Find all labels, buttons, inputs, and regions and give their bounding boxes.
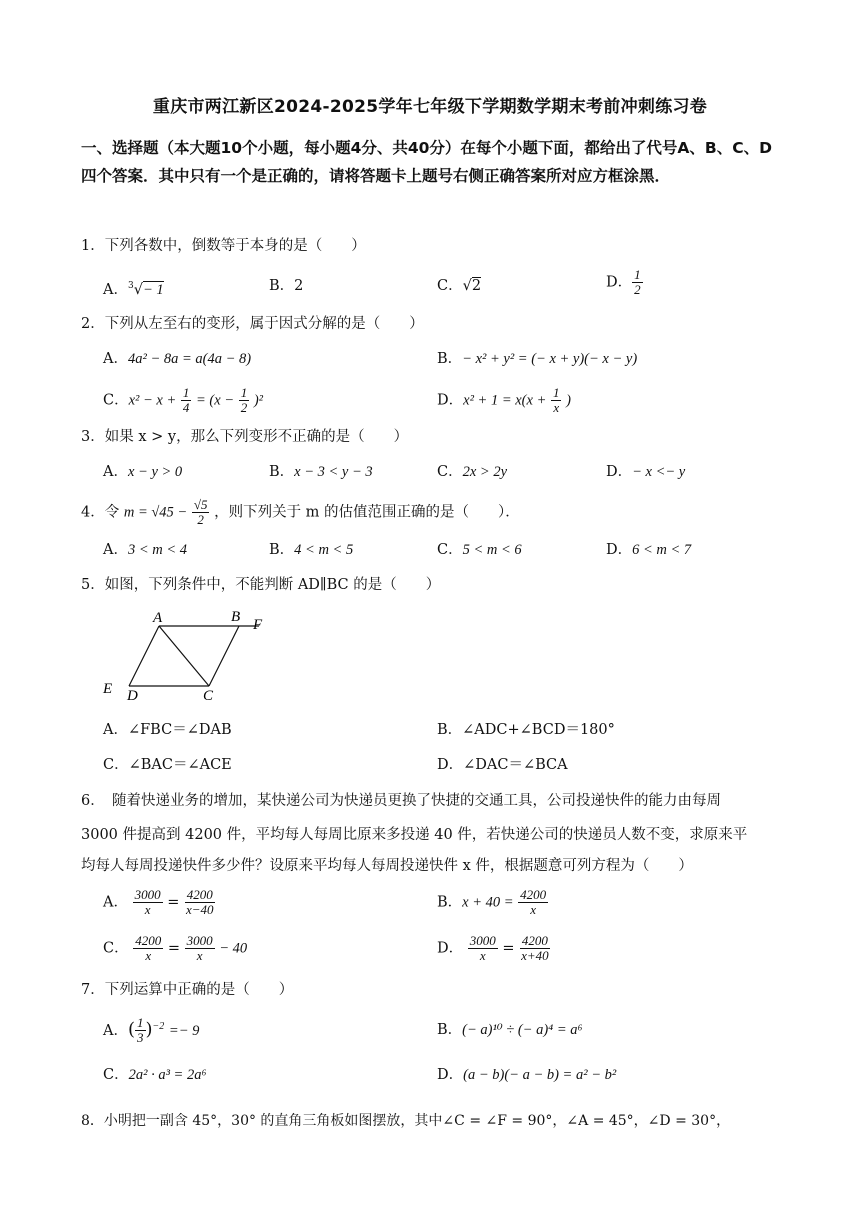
fig-label-b: B: [231, 609, 241, 625]
question-7-stem: 7．下列运算中正确的是（ ）: [81, 982, 294, 998]
q6-option-a: A． $\frac{3000}{x}$ = $\frac{4200}{x-40}$: [103, 887, 214, 917]
q2-option-b: B．− x² + y² = (− x + y)(− x − y): [437, 351, 638, 367]
q4-option-a: A．3 < m < 4: [103, 542, 188, 558]
q2-option-a: A．4a² − 8a = a(4a − 8): [103, 351, 252, 367]
q7-option-a: A．( $\frac{1}{3}$ )$^{-2}$ =− 9: [103, 1015, 200, 1046]
q5-option-c: C．∠BAC＝∠ACE: [103, 757, 232, 773]
q2-option-d: D．x² + 1 = x(x + $\frac{1}{x}$ ): [437, 385, 571, 415]
q1-option-d: D． $\frac{1}{2}$: [606, 267, 641, 297]
fig-label-a: A: [153, 610, 163, 626]
parallelogram-figure: [97, 604, 277, 704]
question-8-stem: 8．小明把一副含 45°，30° 的直角三角板如图摆放，其中∠C = ∠F = 90°，∠A = 45°，∠D = 30°，: [81, 1113, 731, 1129]
q3-option-a: A．x − y > 0: [103, 464, 183, 480]
question-1-stem: 1．下列各数中，倒数等于本身的是（ ）: [81, 238, 366, 254]
q5-option-a: A．∠FBC＝∠DAB: [103, 722, 232, 738]
q5-option-b: B．∠ADC+∠BCD＝180°: [437, 722, 615, 738]
question-3-stem: 3．如果 x > y，那么下列变形不正确的是（ ）: [81, 429, 409, 445]
q7-option-c: C．2a² · a³ = 2a⁶: [103, 1067, 207, 1083]
q6-option-d: D． $\frac{3000}{x}$ = $\frac{4200}{x+40}$: [437, 933, 549, 963]
q2-option-c: C．x² − x + $\frac{1}{4}$ = (x − $\frac{1}{2}$ )²: [103, 385, 263, 415]
fig-label-c: C: [203, 688, 214, 704]
q1-option-c: C．√2: [437, 278, 482, 294]
question-6-line-1: 6． 随着快递业务的增加，某快递公司为快递员更换了快捷的交通工具，公司投递快件的能力由每周: [81, 793, 721, 809]
fig-label-f: F: [253, 617, 263, 633]
question-6-line-3: 均每人每周投递快件多少件？设原来平均每人每周投递快件 x 件，根据题意可列方程为（ ）: [81, 858, 693, 874]
q4-option-c: C．5 < m < 6: [437, 542, 522, 558]
fig-label-e: E: [103, 681, 113, 697]
question-4-stem: 4．令 m = √45 − $\frac{√5}{2}$ ，则下列关于 m 的估值范围正确的是（ ）．: [81, 497, 520, 527]
question-5-stem: 5．如图，下列条件中，不能判断 AD∥BC 的是（ ）: [81, 577, 441, 593]
q3-option-c: C．2x > 2y: [437, 464, 508, 480]
q7-option-b: B．(− a)¹⁰ ÷ (− a)⁴ = a⁶: [437, 1022, 583, 1038]
section-heading: 一、选择题（本大题10个小题，每小题4分、共40分）在每个小题下面，都给出了代号A、B、C、D四个答案．其中只有一个是正确的，请将答题卡上题号右侧正确答案所对应方框涂黑．: [81, 139, 772, 185]
q4-option-b: B．4 < m < 5: [269, 542, 354, 558]
q5-option-d: D．∠DAC＝∠BCA: [437, 757, 568, 773]
q6-option-c: C． $\frac{4200}{x}$ = $\frac{3000}{x}$ − 40: [103, 933, 248, 963]
question-2-stem: 2．下列从左至右的变形，属于因式分解的是（ ）: [81, 316, 424, 332]
question-6-line-2: 3000 件提高到 4200 件，平均每人每周比原来多投递 40 件，若快递公司的快递员人数不变，求原来平: [81, 827, 748, 843]
q6-option-b: B．x + 40 = $\frac{4200}{x}$: [437, 887, 547, 917]
q4-option-d: D．6 < m < 7: [606, 542, 692, 558]
q1-option-b: B．2: [269, 278, 304, 294]
q1-option-a: A．$^3$√− 1: [103, 281, 164, 298]
q3-option-b: B．x − 3 < y − 3: [269, 464, 373, 480]
q7-option-d: D．(a − b)(− a − b) = a² − b²: [437, 1067, 617, 1083]
page-title: 重庆市两江新区2024-2025学年七年级下学期数学期末考前冲刺练习卷: [152, 97, 708, 117]
q3-option-d: D．− x <− y: [606, 464, 686, 480]
fig-label-d: D: [127, 688, 138, 704]
